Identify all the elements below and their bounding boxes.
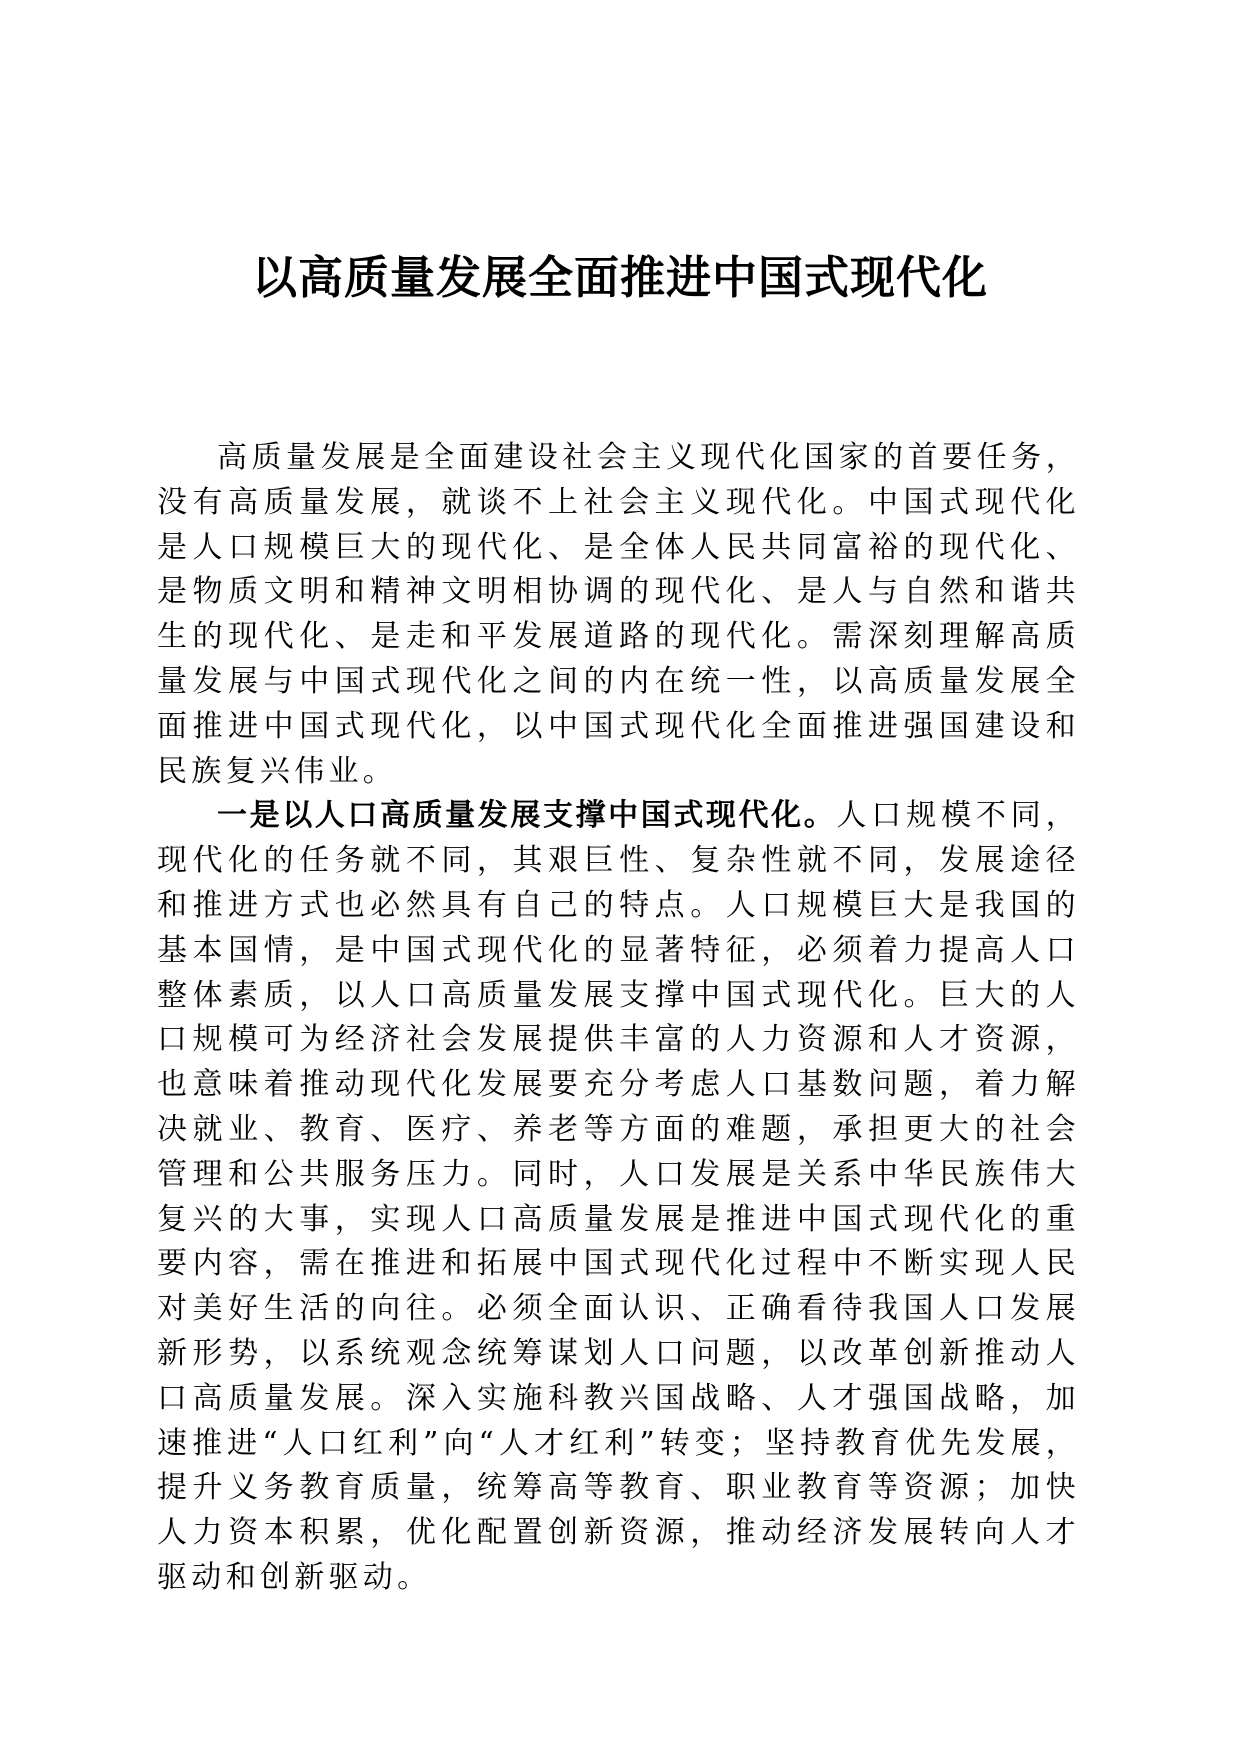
paragraph-population-text: 人口规模不同，现代化的任务就不同，其艰巨性、复杂性就不同，发展途径和推进方式也必然具有自己的特点。人口规模巨大是我国的基本国情，是中国式现代化的显著特征，必须着力提高人口整体素质，以人口高质量发展支撑中国式现代化。巨大的人口规模可为经济社会发展提供丰富的人力资源和人才资源，也意味着推动现代化发展要充分考虑人口基数问题，着力解决就业、教育、医疗、养老等方面的难题，承担更大的社会管理和公共服务压力。同时，人口发展是关系中华民族伟大复兴的大事，实现人口高质量发展是推进中国式现代化的重要内容，需在推进和拓展中国式现代化过程中不断实现人民对美好生活的向往。必须全面认识、正确看待我国人口发展新形势，以系统观念统筹谋划人口问题，以改革创新推动人口高质量发展。深入实施科教兴国战略、人才强国战略，加速推进“人口红利”向“人才红利”转变；坚持教育优先发展，提升义务教育质量，统筹高等教育、职业教育等资源；加快人力资本积累，优化配置创新资源，推动经济发展转向人才驱动和创新驱动。 [157,798,1081,1595]
paragraph-lead-heading: 一是以人口高质量发展支撑中国式现代化。 [217,798,837,834]
document-title: 以高质量发展全面推进中国式现代化 [251,251,988,304]
paragraph-intro: 高质量发展是全面建设社会主义现代化国家的首要任务，没有高质量发展，就谈不上社会主义现代化。中国式现代化是人口规模巨大的现代化、是全体人民共同富裕的现代化、是物质文明和精神文明相协调的现代化、是人与自然和谐共生的现代化、是走和平发展道路的现代化。需深刻理解高质量发展与中国式现代化之间的内在统一性，以高质量发展全面推进中国式现代化，以中国式现代化全面推进强国建设和民族复兴伟业。 [157,440,1080,789]
paragraph-population [157,794,1080,1600]
document-body [157,436,1080,1601]
